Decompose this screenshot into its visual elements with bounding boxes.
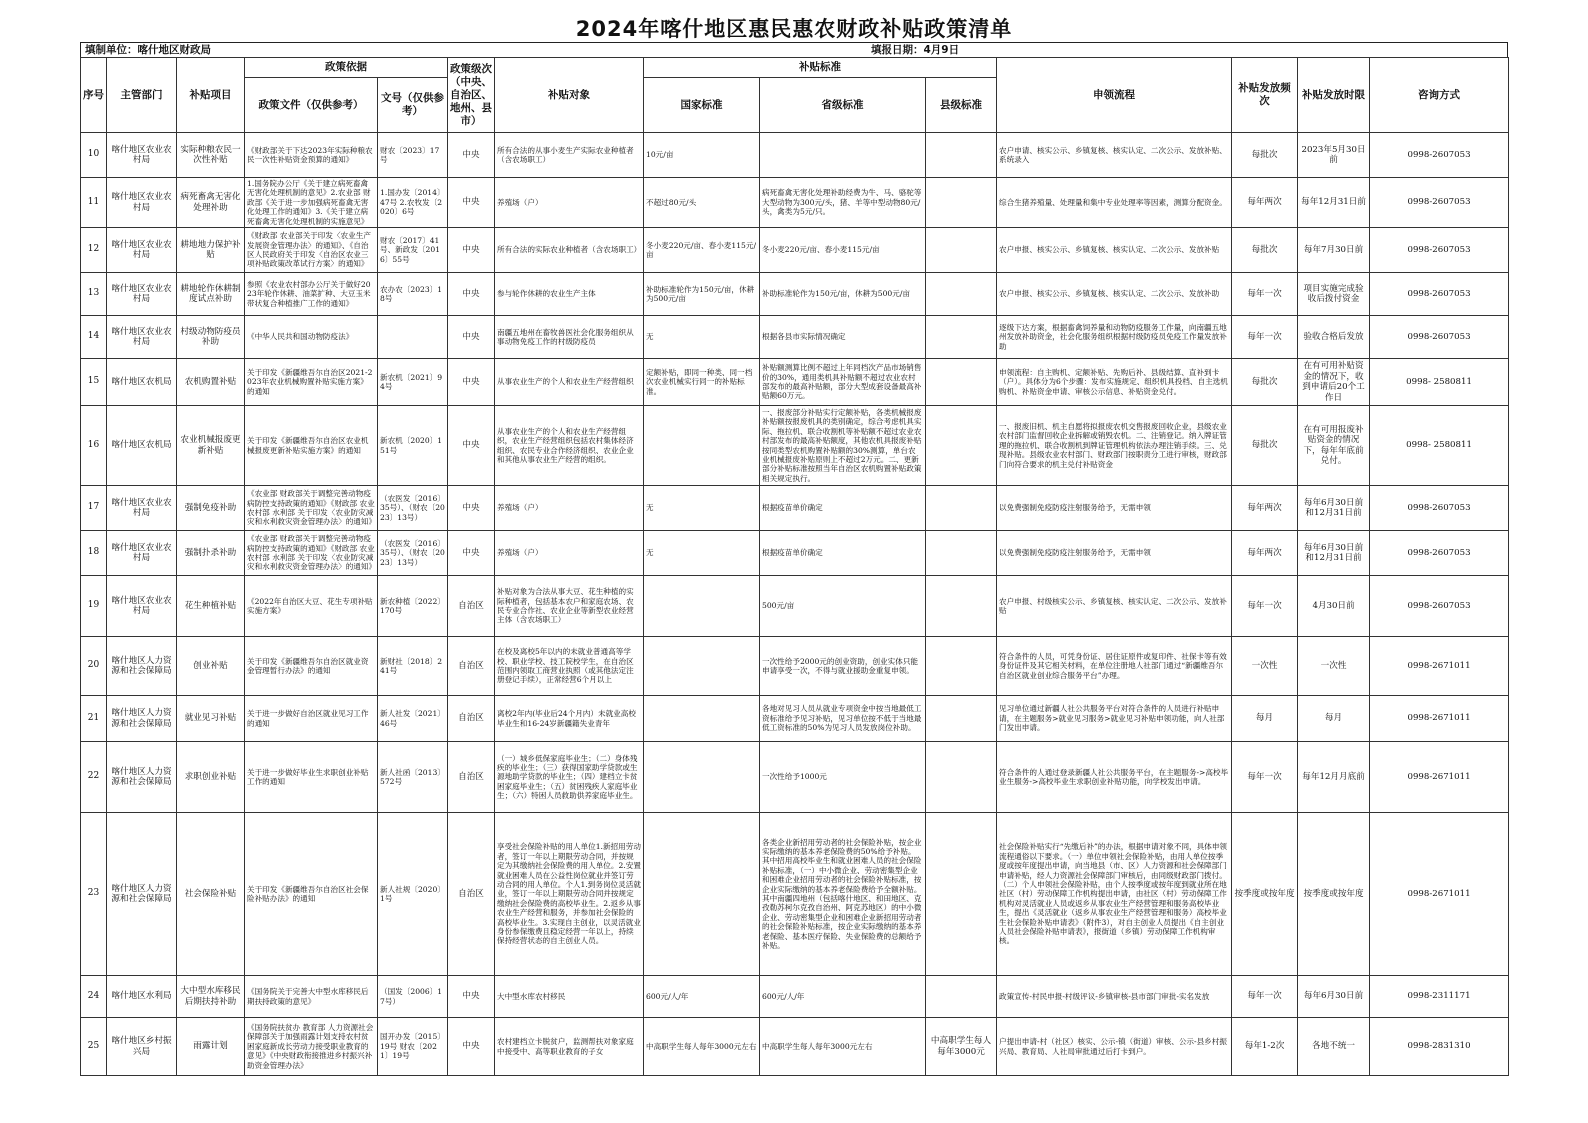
cell-deadline: 项目实施完成验收后拨付资金 — [1298, 273, 1370, 316]
cell-item: 农机购置补贴 — [177, 359, 245, 406]
col-item: 补贴项目 — [177, 58, 245, 133]
cell-docno: 新农种植〔2022〕170号 — [378, 576, 448, 637]
col-freq: 补贴发放频次 — [1232, 58, 1298, 133]
cell-level: 自治区 — [448, 696, 495, 742]
cell-provincial: 600元/人/年 — [760, 976, 926, 1018]
cell-item: 就业见习补贴 — [177, 696, 245, 742]
cell-level: 中央 — [448, 1018, 495, 1076]
policy-table — [80, 57, 1509, 1076]
cell-docno: 国开办发〔2015〕19号 财农〔2021〕19号 — [378, 1018, 448, 1076]
cell-process: 农户申报、核实公示、乡镇复核、核实认定、二次公示、发放补贴 — [997, 228, 1232, 273]
cell-dept: 喀什地区农业农村局 — [107, 228, 177, 273]
cell-county — [926, 178, 997, 228]
cell-level: 中央 — [448, 133, 495, 178]
cell-contact: 0998-2671011 — [1370, 813, 1509, 976]
table-row — [81, 976, 1509, 1018]
col-national: 国家标准 — [644, 78, 760, 133]
cell-dept: 喀什地区农业农村局 — [107, 316, 177, 359]
cell-target: 参与轮作休耕的农业生产主体 — [495, 273, 644, 316]
table-row — [81, 486, 1509, 531]
cell-national: 中高职学生每人每年3000元左右 — [644, 1018, 760, 1076]
cell-target: 离校2年内(毕业后24个月内）未就业高校毕业生和16-24岁新疆籍失业青年 — [495, 696, 644, 742]
page-title: 2024年喀什地区惠民惠农财政补贴政策清单 — [575, 17, 1013, 41]
cell-doc: 《财政部关于下达2023年实际种粮农民一次性补贴资金预算的通知》 — [245, 133, 378, 178]
cell-target: 农村建档立卡脱贫户，监测帮扶对象家庭中接受中、高等职业教育的子女 — [495, 1018, 644, 1076]
cell-target: 补贴对象为合法从事大豆、花生种植的实际种植者，包括基本农户和家庭农场、农民专业合作社、农业企业等新型农业经营主体（含农场职工） — [495, 576, 644, 637]
cell-seq: 10 — [81, 133, 107, 178]
cell-process: 农户申请、核实公示、乡镇复核、核实认定、二次公示、发放补贴、系统录入 — [997, 133, 1232, 178]
cell-freq: 每年一次 — [1232, 976, 1298, 1018]
cell-freq: 每批次 — [1232, 406, 1298, 486]
col-contact: 咨询方式 — [1370, 58, 1509, 133]
cell-dept: 喀什地区农机局 — [107, 359, 177, 406]
cell-provincial: 病死畜禽无害化处理补助经费为牛、马、骆驼等大型动物为300元/头，猪、羊等中型动物80元/头，禽类为5元/只。 — [760, 178, 926, 228]
cell-target: 从事农业生产的个人和农业生产经营组织 — [495, 359, 644, 406]
cell-doc: 《国务院扶贫办 教育部 人力资源社会保障部关于加强雨露计划支持农村贫困家庭新成长劳动力接受职业教育的意见》《中央财政衔接推进乡村振兴补助资金管理办法》 — [245, 1018, 378, 1076]
cell-level: 中央 — [448, 228, 495, 273]
fill-date: 填报日期：4月9日 — [871, 44, 960, 56]
cell-level: 中央 — [448, 359, 495, 406]
cell-county — [926, 359, 997, 406]
cell-freq: 每批次 — [1232, 133, 1298, 178]
cell-deadline: 每年6月30日前和12月31日前 — [1298, 486, 1370, 531]
cell-seq: 20 — [81, 637, 107, 696]
cell-provincial: 根据疫苗单价确定 — [760, 486, 926, 531]
cell-national — [644, 696, 760, 742]
cell-deadline: 每年7月30日前 — [1298, 228, 1370, 273]
col-county: 县级标准 — [926, 78, 997, 133]
cell-dept: 喀什地区人力资源和社会保障局 — [107, 813, 177, 976]
cell-process: 以免费强制免疫防疫注射服务给予，无需申领 — [997, 486, 1232, 531]
cell-dept: 喀什地区水利局 — [107, 976, 177, 1018]
cell-target: 养殖场（户） — [495, 531, 644, 576]
cell-process: 符合条件的人通过登录新疆人社公共服务平台，在主题服务->高校毕业生服务->高校毕业生求职创业补贴功能，向学校发出申请。 — [997, 742, 1232, 813]
cell-docno: 1.国办发〔2014〕47号 2.农牧发〔2020〕6号 — [378, 178, 448, 228]
cell-item: 强制免疫补助 — [177, 486, 245, 531]
cell-provincial: 根据疫苗单价确定 — [760, 531, 926, 576]
cell-doc: 《财政部 农业部关于印发〈农业生产发展资金管理办法〉的通知》、《自治区人民政府关于印发〈自治区农业三项补贴政策改革试行方案〉的通知》 — [245, 228, 378, 273]
cell-contact: 0998-2607053 — [1370, 228, 1509, 273]
cell-seq: 18 — [81, 531, 107, 576]
cell-county — [926, 531, 997, 576]
col-seq: 序号 — [81, 58, 107, 133]
cell-freq: 按季度或按年度 — [1232, 813, 1298, 976]
cell-freq: 每批次 — [1232, 228, 1298, 273]
cell-contact: 0998-2831310 — [1370, 1018, 1509, 1076]
cell-seq: 25 — [81, 1018, 107, 1076]
cell-national: 补助标准轮作为150元/亩，休耕为500元/亩 — [644, 273, 760, 316]
cell-target: 所有合法的从事小麦生产实际农业种植者（含农场职工） — [495, 133, 644, 178]
cell-provincial — [760, 133, 926, 178]
cell-contact: 0998-2607053 — [1370, 273, 1509, 316]
cell-freq: 每年两次 — [1232, 531, 1298, 576]
cell-doc: 关于印发《新疆维吾尔自治区就业资金管理暂行办法》的通知 — [245, 637, 378, 696]
cell-contact: 0998- 2580811 — [1370, 359, 1509, 406]
table-row — [81, 813, 1509, 976]
cell-item: 花生种植补贴 — [177, 576, 245, 637]
cell-dept: 喀什地区农机局 — [107, 406, 177, 486]
cell-doc: 关于印发《新疆维吾尔自治区农业机械报废更新补贴实施方案》的通知 — [245, 406, 378, 486]
cell-freq: 每年1-2次 — [1232, 1018, 1298, 1076]
cell-seq: 23 — [81, 813, 107, 976]
cell-process: 综合生猪养殖量、处理量和集中专业处理率等因素，测算分配资金。 — [997, 178, 1232, 228]
cell-freq: 每年一次 — [1232, 576, 1298, 637]
cell-county — [926, 228, 997, 273]
cell-dept: 喀什地区农业农村局 — [107, 576, 177, 637]
cell-deadline: 2023年5月30日前 — [1298, 133, 1370, 178]
cell-docno: （农医发〔2016〕35号）、（财农〔2023〕13号） — [378, 486, 448, 531]
cell-county — [926, 742, 997, 813]
cell-national: 冬小麦220元/亩、春小麦115元/亩 — [644, 228, 760, 273]
cell-target: 大中型水库农村移民 — [495, 976, 644, 1018]
cell-deadline: 每年12月31日前 — [1298, 178, 1370, 228]
cell-level: 中央 — [448, 531, 495, 576]
cell-docno: 新农机〔2021〕94号 — [378, 359, 448, 406]
cell-national: 无 — [644, 316, 760, 359]
table-row — [81, 406, 1509, 486]
col-dept: 主管部门 — [107, 58, 177, 133]
cell-provincial: 一次性给予2000元的创业资助，创业实体只能申请享受一次，不得与就业援助金重复申领。 — [760, 637, 926, 696]
cell-level: 自治区 — [448, 576, 495, 637]
cell-process: 社会保险补贴实行“先缴后补”的办法，根据申请对象不同，具体申领流程通俗以下要求。（一）单位申领社会保险补贴，由用人单位按季度或按年度提出申请，向当地县（市、区）人力资源和社会保障部门申请补贴，经人力资源社会保障部门审核后，由同级财政部门拨付。（二）个人申领社会保险补贴，由个人按季度或按年度到就业所在地社区（村）劳动保障工作机构提出申请，由社区（村）劳动保障工作机构对灵活就业人员或返乡从事农业生产经营管理和服务高校毕业生，提出《灵活就业（返乡从事农业生产经营管理和服务）高校毕业生社会保险补贴申请表》（附件3），对自主创业人员提出《自主创业人员社会保险补贴申请表》，报街道（乡镇）劳动保障工作机构审核。 — [997, 813, 1232, 976]
cell-level: 中央 — [448, 273, 495, 316]
cell-deadline: 验收合格后发放 — [1298, 316, 1370, 359]
cell-process: 农户申报、核实公示、乡镇复核、核实认定、二次公示、发放补助 — [997, 273, 1232, 316]
cell-process: 一、报废旧机、机主自愿将拟报废农机交售报废回收企业，县级农业农村部门监督回收企业拆解或销毁农机。二、注销登记。纳入牌证管理的拖拉机、联合收割机到牌证管理机构依法办理注销手续。三、兑现补贴。县级农业农村部门、财政部门按职责分工进行审核，财政部门向符合要求的机主兑付补贴资金 — [997, 406, 1232, 486]
cell-level: 中央 — [448, 976, 495, 1018]
cell-docno: 新人社规〔2020〕1号 — [378, 813, 448, 976]
cell-dept: 喀什地区乡村振兴局 — [107, 1018, 177, 1076]
cell-contact: 0998-2607053 — [1370, 133, 1509, 178]
cell-doc: 《2022年自治区大豆、花生专项补贴实施方案》 — [245, 576, 378, 637]
cell-target: 所有合法的实际农业种植者（含农场职工） — [495, 228, 644, 273]
table-row — [81, 133, 1509, 178]
cell-seq: 13 — [81, 273, 107, 316]
cell-freq: 每年一次 — [1232, 273, 1298, 316]
cell-national — [644, 576, 760, 637]
cell-seq: 15 — [81, 359, 107, 406]
cell-national: 无 — [644, 531, 760, 576]
cell-deadline: 一次性 — [1298, 637, 1370, 696]
col-docno: 文号（仅供参考） — [378, 78, 448, 133]
cell-contact: 0998-2671011 — [1370, 696, 1509, 742]
cell-provincial: 根据各县市实际情况确定 — [760, 316, 926, 359]
cell-county — [926, 316, 997, 359]
cell-docno: 新财社〔2018〕241号 — [378, 637, 448, 696]
cell-docno: 财农〔2023〕17号 — [378, 133, 448, 178]
cell-freq: 一次性 — [1232, 637, 1298, 696]
col-doc: 政策文件（仅供参考） — [245, 78, 378, 133]
table-row — [81, 576, 1509, 637]
cell-seq: 14 — [81, 316, 107, 359]
table-row — [81, 178, 1509, 228]
col-level: 政策级次（中央、自治区、地州、县市） — [448, 58, 495, 133]
cell-contact: 0998-2607053 — [1370, 576, 1509, 637]
cell-process: 符合条件的人员，可凭身份证、居住证原件或复印件、社保卡等有效身份证件及其它相关材料，在单位注册地人社部门通过“新疆维吾尔自治区就业创业综合服务平台”办理。 — [997, 637, 1232, 696]
cell-seq: 24 — [81, 976, 107, 1018]
cell-county — [926, 813, 997, 976]
cell-provincial: 冬小麦220元/亩、春小麦115元/亩 — [760, 228, 926, 273]
cell-county — [926, 133, 997, 178]
cell-process: 政策宣传-村民申报-村级评议-乡镇审核-县市部门审批-实名发放 — [997, 976, 1232, 1018]
cell-level: 中央 — [448, 178, 495, 228]
cell-provincial: 各地对见习人员从就业专项资金中按当地最低工资标准给予见习补贴，见习单位按不低于当地最低工资标准的50%为见习人员发放岗位补助。 — [760, 696, 926, 742]
col-deadline: 补贴发放时限 — [1298, 58, 1370, 133]
cell-target: 从事农业生产的个人和农业生产经营组织，农业生产经营组织包括农村集体经济组织、农民专业合作经济组织、农业企业和其他从事农业生产经营的组织。 — [495, 406, 644, 486]
cell-process: 以免费强制免疫防疫注射服务给予，无需申领 — [997, 531, 1232, 576]
cell-dept: 喀什地区农业农村局 — [107, 133, 177, 178]
cell-provincial: 一、报废部分补贴实行定额补贴，各类机械报废补贴额按报废机具的类别确定，综合考虑机具实际、拖拉机、联合收割机等补贴额不超过农业农村部发布的最高补贴额度，其他农机具报废补贴按同类型农机购置补贴额的30%测算，单台农业机械报废补贴原则上不超过2万元。二、更新部分补贴标准按照当年自治区农机购置补贴政策相关规定执行。 — [760, 406, 926, 486]
cell-level: 自治区 — [448, 637, 495, 696]
table-row — [81, 273, 1509, 316]
cell-process: 申领流程：自主购机、定额补贴、先购后补、县级结算、直补到卡（户）。具体分为6个步骤：发布实施规定、组织机具投档、自主选机购机、补贴资金申请、审核公示信息、补贴资金兑付。 — [997, 359, 1232, 406]
cell-docno: 农办农〔2023〕18号 — [378, 273, 448, 316]
cell-target: 享受社会保险补贴的用人单位1.新招用劳动者，签订一年以上期限劳动合同，并按规定为其缴纳社会保险费的用人单位。2.安置就业困难人员在公益性岗位就业并签订劳动合同的用人单位。个人1.到务岗位灵活就业，签订一年以上期限劳动合同并按规定缴纳社会保险费的高校毕业生。2.返乡从事农业生产经营和服务，并参加社会保险的高校毕业生。3.实现自主创业，以灵活就业身份参保缴费且稳定经营一年以上，持续保持经营状态的自主创业人员。 — [495, 813, 644, 976]
cell-item: 大中型水库移民后期扶持补助 — [177, 976, 245, 1018]
cell-seq: 22 — [81, 742, 107, 813]
cell-dept: 喀什地区农业农村局 — [107, 178, 177, 228]
cell-item: 耕地轮作休耕制度试点补助 — [177, 273, 245, 316]
cell-target: （一）城乡低保家庭毕业生；（二）身体残疾的毕业生；（三）获得国家助学贷款或生源地助学贷款的毕业生；（四）建档立卡贫困家庭毕业生；（五）贫困残疾人家庭毕业生；（六）特困人员救助供养家庭毕业生。 — [495, 742, 644, 813]
cell-level: 中央 — [448, 486, 495, 531]
cell-process: 逐级下达方案，根据畜禽饲养量和动物防疫服务工作量，向南疆五地州发放补助资金，社会化服务组织根据村级防疫员免疫工作量发放补助 — [997, 316, 1232, 359]
cell-seq: 16 — [81, 406, 107, 486]
cell-level: 中央 — [448, 406, 495, 486]
cell-contact: 0998-2311171 — [1370, 976, 1509, 1018]
cell-provincial: 500元/亩 — [760, 576, 926, 637]
cell-docno: （国发〔2006〕17号） — [378, 976, 448, 1018]
cell-level: 自治区 — [448, 742, 495, 813]
table-row — [81, 359, 1509, 406]
cell-doc: 关于进一步做好毕业生求职创业补贴工作的通知 — [245, 742, 378, 813]
cell-contact: 0998-2607053 — [1370, 531, 1509, 576]
cell-item: 社会保险补贴 — [177, 813, 245, 976]
cell-contact: 0998-2607053 — [1370, 178, 1509, 228]
cell-item: 雨露计划 — [177, 1018, 245, 1076]
cell-freq: 每月 — [1232, 696, 1298, 742]
cell-deadline: 各地不统一 — [1298, 1018, 1370, 1076]
cell-docno: 财农〔2017〕41号、新政发〔2016〕55号 — [378, 228, 448, 273]
col-process: 申领流程 — [997, 58, 1232, 133]
cell-freq: 每年两次 — [1232, 486, 1298, 531]
cell-provincial: 补贴额测算比例不超过上年同档次产品市场销售价的30%，通用类机具补贴额不超过农业农村部发布的最高补贴额，部分大型成套设备最高补贴额60万元。 — [760, 359, 926, 406]
cell-level: 自治区 — [448, 813, 495, 976]
cell-item: 村级动物防疫员补助 — [177, 316, 245, 359]
fill-unit: 填制单位：喀什地区财政局 — [85, 44, 211, 56]
cell-level: 中央 — [448, 316, 495, 359]
cell-docno — [378, 316, 448, 359]
cell-docno: （农医发〔2016〕35号）、（财农〔2023〕13号） — [378, 531, 448, 576]
cell-process: 见习单位通过新疆人社公共服务平台对符合条件的人员进行补贴申请，在主题服务>就业见习服务>就业见习补贴申领功能，向人社部门发出申请。 — [997, 696, 1232, 742]
cell-target: 在校及离校5年以内的未就业普通高等学校、职业学校、技工院校学生，在自治区范围内领取工商营业执照（或其他法定注册登记手续），正常经营6个月以上 — [495, 637, 644, 696]
cell-seq: 21 — [81, 696, 107, 742]
cell-doc: 《中华人民共和国动物防疫法》 — [245, 316, 378, 359]
cell-deadline: 在有可用补贴资金的情况下，收到申请后20个工作日 — [1298, 359, 1370, 406]
col-basis-group: 政策依据 — [245, 58, 448, 78]
cell-provincial: 中高职学生每人每年3000元左右 — [760, 1018, 926, 1076]
cell-doc: 参照《农业农村部办公厅关于做好2023年轮作休耕、油菜扩种、大豆玉米带状复合种植推广工作的通知》 — [245, 273, 378, 316]
cell-deadline: 每年12月月底前 — [1298, 742, 1370, 813]
cell-dept: 喀什地区人力资源和社会保障局 — [107, 637, 177, 696]
cell-provincial: 补助标准轮作为150元/亩，休耕为500元/亩 — [760, 273, 926, 316]
cell-seq: 11 — [81, 178, 107, 228]
cell-deadline: 在有可用报废补贴资金的情况下，每年年底前兑付。 — [1298, 406, 1370, 486]
cell-seq: 12 — [81, 228, 107, 273]
cell-item: 病死畜禽无害化处理补助 — [177, 178, 245, 228]
col-provincial: 省级标准 — [760, 78, 926, 133]
cell-county: 中高职学生每人每年3000元 — [926, 1018, 997, 1076]
cell-target: 养殖场（户） — [495, 486, 644, 531]
cell-item: 求职创业补贴 — [177, 742, 245, 813]
cell-docno: 新农机〔2020〕151号 — [378, 406, 448, 486]
cell-contact: 0998- 2580811 — [1370, 406, 1509, 486]
cell-county — [926, 637, 997, 696]
cell-freq: 每年两次 — [1232, 178, 1298, 228]
col-standard-group: 补贴标准 — [644, 58, 997, 78]
cell-item: 实际种粮农民一次性补贴 — [177, 133, 245, 178]
cell-provincial: 各类企业新招用劳动者的社会保险补贴，按企业实际缴纳的基本养老保险费的50%给予补贴。其中招用高校毕业生和就业困难人员的社会保险补贴标准，（一）中小微企业、劳动密集型企业和困难企业招用劳动者的社会保险补贴标准，按企业实际缴纳的基本养老保险费给予全额补贴。其中南疆四地州（包括喀什地区、和田地区、克孜勒苏柯尔克孜自治州、阿克苏地区）的中小微企业、劳动密集型企业和困难企业新招用劳动者的社会保险补贴标准，按企业实际缴纳的基本养老保险、基本医疗保险、失业保险费的总额给予补贴。 — [760, 813, 926, 976]
cell-item: 耕地地力保护补贴 — [177, 228, 245, 273]
policy-rows — [81, 133, 1509, 1076]
cell-deadline: 4月30日前 — [1298, 576, 1370, 637]
cell-target: 养殖场（户） — [495, 178, 644, 228]
cell-process: 农户申报、村级核实公示、乡镇复核、核实认定、二次公示、发放补贴 — [997, 576, 1232, 637]
cell-county — [926, 273, 997, 316]
cell-dept: 喀什地区农业农村局 — [107, 273, 177, 316]
cell-doc: 1.国务院办公厅《关于建立病死畜禽无害化处理机制的意见》2.农业部 财政部《关于进一步加强病死畜禽无害化处理工作的通知》3.《关于建立病死畜禽无害化处理机制的实施意见》 — [245, 178, 378, 228]
cell-item: 强制扑杀补助 — [177, 531, 245, 576]
cell-dept: 喀什地区人力资源和社会保障局 — [107, 696, 177, 742]
table-row — [81, 742, 1509, 813]
cell-freq: 每年一次 — [1232, 316, 1298, 359]
cell-national — [644, 813, 760, 976]
cell-deadline: 每年6月30日前和12月31日前 — [1298, 531, 1370, 576]
cell-national: 600元/人/年 — [644, 976, 760, 1018]
cell-county — [926, 696, 997, 742]
cell-dept: 喀什地区农业农村局 — [107, 486, 177, 531]
cell-contact: 0998-2607053 — [1370, 316, 1509, 359]
cell-dept: 喀什地区人力资源和社会保障局 — [107, 742, 177, 813]
cell-contact: 0998-2671011 — [1370, 742, 1509, 813]
cell-docno: 新人社发〔2021〕46号 — [378, 696, 448, 742]
sheet-meta — [80, 42, 1508, 57]
cell-contact: 0998-2607053 — [1370, 486, 1509, 531]
cell-county — [926, 976, 997, 1018]
cell-doc: 关于印发《新疆维吾尔自治区2021-2023年农业机械购置补贴实施方案》的通知 — [245, 359, 378, 406]
table-row — [81, 637, 1509, 696]
table-row — [81, 696, 1509, 742]
cell-seq: 17 — [81, 486, 107, 531]
cell-process: 户提出申请-村（社区）核实、公示-镇（街道）审核、公示-县乡村振兴局、教育局、人社局审批通过后打卡到户。 — [997, 1018, 1232, 1076]
cell-national — [644, 406, 760, 486]
table-row — [81, 1018, 1509, 1076]
cell-doc: 《国务院关于完善大中型水库移民后期扶持政策的意见》 — [245, 976, 378, 1018]
cell-county — [926, 576, 997, 637]
cell-seq: 19 — [81, 576, 107, 637]
table-row — [81, 531, 1509, 576]
cell-item: 农业机械报废更新补贴 — [177, 406, 245, 486]
policy-sheet — [80, 16, 1508, 1076]
cell-deadline: 按季度或按年度 — [1298, 813, 1370, 976]
cell-national — [644, 637, 760, 696]
col-target: 补贴对象 — [495, 58, 644, 133]
cell-contact: 0998-2671011 — [1370, 637, 1509, 696]
table-row — [81, 228, 1509, 273]
cell-target: 南疆五地州在畜牧兽医社会化服务组织从事动物免疫工作的村级防疫员 — [495, 316, 644, 359]
cell-doc: 《农业部 财政部关于调整完善动物疫病防控支持政策的通知》《财政部 农业农村部 水利部 关于印发〈农业防灾减灾和水利救灾资金管理办法〉的通知》 — [245, 486, 378, 531]
cell-doc: 《农业部 财政部关于调整完善动物疫病防控支持政策的通知》《财政部 农业农村部 水利部 关于印发〈农业防灾减灾和水利救灾资金管理办法〉的通知》 — [245, 531, 378, 576]
cell-doc: 关于印发《新疆维吾尔自治区社会保险补贴办法》的通知 — [245, 813, 378, 976]
cell-freq: 每批次 — [1232, 359, 1298, 406]
cell-national: 定额补贴，即同一种类、同一档次农业机械实行同一的补贴标准。 — [644, 359, 760, 406]
cell-freq: 每年一次 — [1232, 742, 1298, 813]
cell-item: 创业补贴 — [177, 637, 245, 696]
cell-national: 不超过80元/头 — [644, 178, 760, 228]
cell-county — [926, 486, 997, 531]
cell-doc: 关于进一步做好自治区就业见习工作的通知 — [245, 696, 378, 742]
cell-provincial: 一次性给予1000元 — [760, 742, 926, 813]
cell-national: 10元/亩 — [644, 133, 760, 178]
cell-deadline: 每月 — [1298, 696, 1370, 742]
cell-docno: 新人社函〔2013〕572号 — [378, 742, 448, 813]
cell-national: 无 — [644, 486, 760, 531]
cell-national — [644, 742, 760, 813]
cell-dept: 喀什地区农业农村局 — [107, 531, 177, 576]
cell-deadline: 每年6月30日前 — [1298, 976, 1370, 1018]
cell-county — [926, 406, 997, 486]
table-row — [81, 316, 1509, 359]
